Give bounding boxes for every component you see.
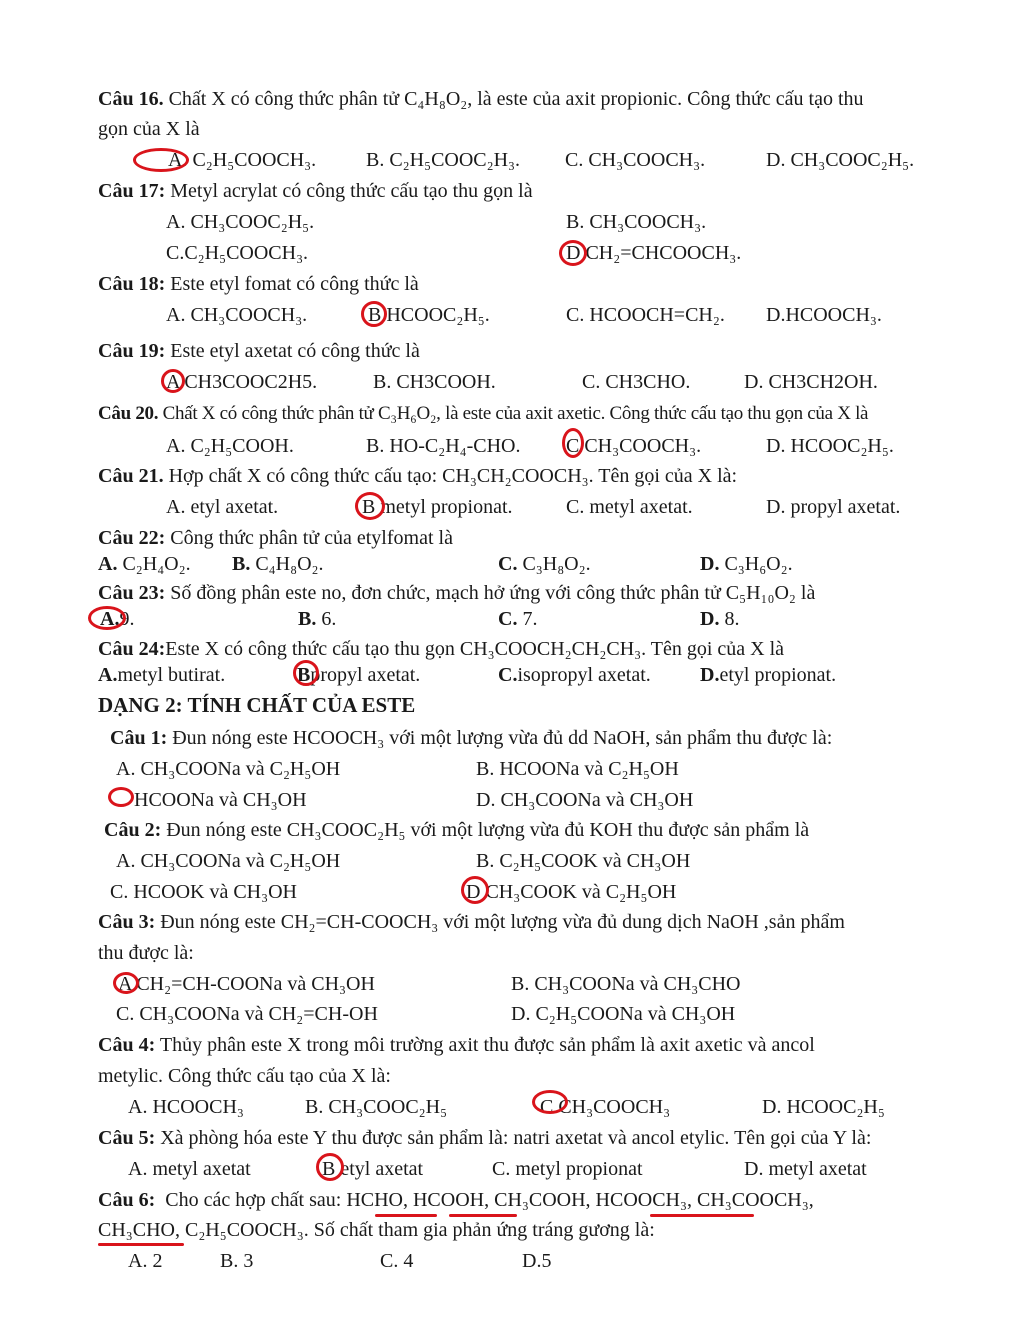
answer-circle-mark — [293, 660, 319, 686]
question-label: Câu 23: — [98, 582, 166, 604]
option-c[interactable]: C.isopropyl axetat. — [498, 664, 651, 686]
d2-question-6: Câu 6: Cho các hợp chất sau: HCHO, HCOOH, CH₃COOH, HCOOCH₃, CH₃COOCH₃, — [98, 1189, 814, 1211]
option-b[interactable]: B. 6. — [298, 608, 337, 630]
option-c[interactable]: C. CH₃COONa và CH₂=CH-OH — [116, 1003, 378, 1025]
answer-circle-mark — [361, 301, 387, 327]
question-20: Câu 20. Chất X có công thức phân tử C₃H₆O₂, là este của axit axetic. Công thức cấu tạo thu gọn của X là — [98, 403, 869, 424]
d2-question-2: Câu 2: Đun nóng este CH₃COOC₂H₅ với một lượng vừa đủ KOH thu được sản phẩm là — [104, 819, 810, 841]
question-label: Câu 16. — [98, 88, 164, 110]
d2-question-4: Câu 4: Thủy phân este X trong môi trường axit thu được sản phẩm là axit axetic và ancol — [98, 1034, 815, 1056]
section-title: DẠNG 2: TÍNH CHẤT CỦA ESTE — [98, 693, 416, 717]
compound-ch3cooch3: CH₃COOCH₃ — [696, 1189, 809, 1211]
answer-circle-mark — [562, 428, 584, 458]
underline-mark — [375, 1214, 437, 1217]
option-a[interactable]: A. CH₃COONa và C₂H₅OH — [116, 850, 341, 872]
compound-hcho: HCHO — [346, 1189, 403, 1211]
question-19: Câu 19: Este etyl axetat có công thức là — [98, 340, 420, 362]
option-c[interactable]: C CH₃COOCH₃ — [540, 1096, 671, 1118]
question-label: Câu 18: — [98, 273, 166, 295]
underline-mark — [650, 1214, 754, 1217]
option-d[interactable]: D. CH₃COONa và CH₃OH — [476, 789, 694, 811]
option-d[interactable]: D. HCOOC₂H₅ — [762, 1096, 885, 1118]
compound-ch3cooh: CH₃COOH — [494, 1189, 586, 1211]
question-label: Câu 1: — [110, 727, 168, 749]
question-label: Câu 2: — [104, 819, 162, 841]
option-d[interactable]: D. C₂H₅COONa và CH₃OH — [511, 1003, 736, 1025]
answer-circle-mark — [316, 1153, 344, 1181]
underline-mark — [449, 1214, 517, 1217]
answer-circle-mark — [532, 1090, 568, 1114]
answer-circle-mark — [88, 606, 126, 630]
option-b[interactable]: Bpropyl axetat. — [297, 664, 421, 686]
answer-circle-mark — [133, 148, 189, 172]
question-label: Câu 22: — [98, 527, 166, 549]
question-24: Câu 24:Este X có công thức cấu tạo thu gọn CH₃COOCH₂CH₂CH₃. Tên gọi của X là — [98, 638, 785, 660]
option-c[interactable]: HCOONa và CH₃OH — [134, 789, 307, 811]
option-a[interactable]: A. C₂H₄O₂. — [98, 553, 191, 575]
option-d[interactable]: D. metyl axetat — [744, 1158, 867, 1180]
d2-question-5: Câu 5: Xà phòng hóa este Y thu được sản phẩm là: natri axetat và ancol etylic. Tên gọi của Y là: — [98, 1127, 872, 1149]
option-b[interactable]: B metyl propionat. — [362, 496, 513, 518]
compound-hcooch3: HCOOCH₃ — [595, 1189, 687, 1211]
question-16: Câu 16. Chất X có công thức phân tử C₄H₈O₂, là este của axit propionic. Công thức cấu tạo thu — [98, 88, 864, 110]
option-d[interactable]: D CH₂=CHCOOCH₃. — [566, 242, 742, 264]
option-c[interactable]: C. metyl propionat — [492, 1158, 643, 1180]
option-a[interactable]: A. CH₃COONa và C₂H₅OH — [116, 758, 341, 780]
option-d[interactable]: D. C₃H₆O₂. — [700, 553, 793, 575]
option-d[interactable]: D CH₃COOK và C₂H₅OH — [466, 881, 677, 903]
option-b[interactable]: B. C₄H₈O₂. — [232, 553, 324, 575]
option-c[interactable]: C. HCOOK và CH₃OH — [110, 881, 297, 903]
question-label: Câu 24: — [98, 638, 166, 660]
answer-circle-mark — [355, 492, 385, 520]
option-c[interactable]: C. 7. — [498, 608, 538, 630]
option-a[interactable]: A.metyl butirat. — [98, 664, 226, 686]
option-b[interactable]: B. C₂H₅COOC₂H₃. — [366, 149, 521, 171]
option-c[interactable]: C. CH₃COOCH₃. — [565, 149, 706, 171]
option-d[interactable]: D. HCOOC₂H₅. — [766, 435, 894, 457]
option-a[interactable]: A CH3COOC2H5. — [166, 371, 318, 393]
d2-question-6-cont: CH₃CHO, C₂H₅COOCH₃. Số chất tham gia phản ứng tráng gương là: — [98, 1219, 655, 1241]
option-a[interactable]: A. CH₃COOCH₃. — [166, 304, 308, 326]
answer-circle-mark — [161, 369, 185, 393]
option-a[interactable]: A. C₂H₅COOCH₃. — [168, 149, 317, 171]
option-c[interactable]: C. HCOOCH=CH₂. — [566, 304, 725, 326]
compound-c2h5cooch3: C₂H₅COOCH₃ — [184, 1219, 304, 1241]
option-b[interactable]: B. CH3COOH. — [373, 371, 496, 393]
underline-mark — [98, 1243, 184, 1246]
question-label: Câu 3: — [98, 911, 156, 933]
compound-hcooh: HCOOH — [412, 1189, 485, 1211]
option-d[interactable]: D. 8. — [700, 608, 740, 630]
option-a[interactable]: A. 2 — [128, 1250, 163, 1272]
question-label: Câu 6: — [98, 1189, 156, 1211]
option-c[interactable]: C. 4 — [380, 1250, 414, 1272]
question-23: Câu 23: Số đồng phân este no, đơn chức, mạch hở ứng với công thức phân tử C₅H₁₀O₂ là — [98, 582, 816, 604]
option-b[interactable]: B. 3 — [220, 1250, 254, 1272]
question-22: Câu 22: Công thức phân tử của etylfomat là — [98, 527, 453, 549]
answer-circle-mark — [113, 972, 139, 994]
d2-question-3: Câu 3: Đun nóng este CH₂=CH-COOCH₃ với một lượng vừa đủ dung dịch NaOH ,sản phẩm — [98, 911, 845, 933]
option-c[interactable]: C. C₃H₈O₂. — [498, 553, 591, 575]
answer-circle-mark — [559, 240, 587, 266]
d2-question-4-cont: metylic. Công thức cấu tạo của X là: — [98, 1065, 391, 1087]
option-b[interactable]: B. CH₃COONa và CH₃CHO — [511, 973, 741, 995]
option-b[interactable]: B HCOOC₂H₅. — [368, 304, 490, 326]
option-b[interactable]: B etyl axetat — [322, 1158, 424, 1180]
option-b[interactable]: B. CH₃COOCH₃. — [566, 211, 707, 233]
question-label: Câu 17: — [98, 180, 166, 202]
option-c[interactable]: C. metyl axetat. — [566, 496, 693, 518]
question-label: Câu 4: — [98, 1034, 156, 1056]
d2-question-1: Câu 1: Đun nóng este HCOOCH₃ với một lượng vừa đủ dd NaOH, sản phẩm thu được là: — [110, 727, 833, 749]
compound-ch3cho: CH₃CHO — [98, 1219, 175, 1241]
option-b[interactable]: B. HCOONa và C₂H₅OH — [476, 758, 679, 780]
answer-circle-mark — [461, 876, 489, 904]
option-d[interactable]: D.5 — [522, 1250, 552, 1272]
option-d[interactable]: D.etyl propionat. — [700, 664, 837, 686]
question-21: Câu 21. Hợp chất X có công thức cấu tạo: CH₃CH₂COOCH₃. Tên gọi của X là: — [98, 465, 738, 487]
option-b[interactable]: B. C₂H₅COOK và CH₃OH — [476, 850, 691, 872]
option-c[interactable]: C. CH3CHO. — [582, 371, 691, 393]
option-d[interactable]: D. CH3CH2OH. — [744, 371, 878, 393]
option-c[interactable]: C.C₂H₅COOCH₃. — [166, 242, 309, 264]
d2-question-3-cont: thu được là: — [98, 942, 194, 964]
option-a[interactable]: A.9. — [100, 608, 135, 630]
question-label: Câu 19: — [98, 340, 166, 362]
option-d[interactable]: D. CH₃COOC₂H₅. — [766, 149, 915, 171]
option-d[interactable]: D.HCOOCH₃. — [766, 304, 882, 326]
option-a[interactable]: A. CH₃COOC₂H₅. — [166, 211, 315, 233]
option-a[interactable]: A. C₂H₅COOH. — [166, 435, 294, 457]
option-a[interactable]: A. metyl axetat — [128, 1158, 251, 1180]
question-label: Câu 21. — [98, 465, 164, 487]
option-d[interactable]: D. propyl axetat. — [766, 496, 901, 518]
option-a[interactable]: A. HCOOCH₃ — [128, 1096, 244, 1118]
option-b[interactable]: B. CH₃COOC₂H₅ — [305, 1096, 448, 1118]
option-a[interactable]: A CH₂=CH-COONa và CH₃OH — [118, 973, 375, 995]
question-label: Câu 20. — [98, 403, 159, 424]
answer-circle-mark — [108, 787, 134, 807]
question-16-cont: gọn của X là — [98, 118, 200, 140]
option-b[interactable]: B. HO-C₂H₄-CHO. — [366, 435, 521, 457]
question-18: Câu 18: Este etyl fomat có công thức là — [98, 273, 419, 295]
option-a[interactable]: A. etyl axetat. — [166, 496, 279, 518]
question-label: Câu 5: — [98, 1127, 156, 1149]
question-17: Câu 17: Metyl acrylat có công thức cấu tạo thu gọn là — [98, 180, 533, 202]
option-c[interactable]: C CH₃COOCH₃. — [566, 435, 702, 457]
